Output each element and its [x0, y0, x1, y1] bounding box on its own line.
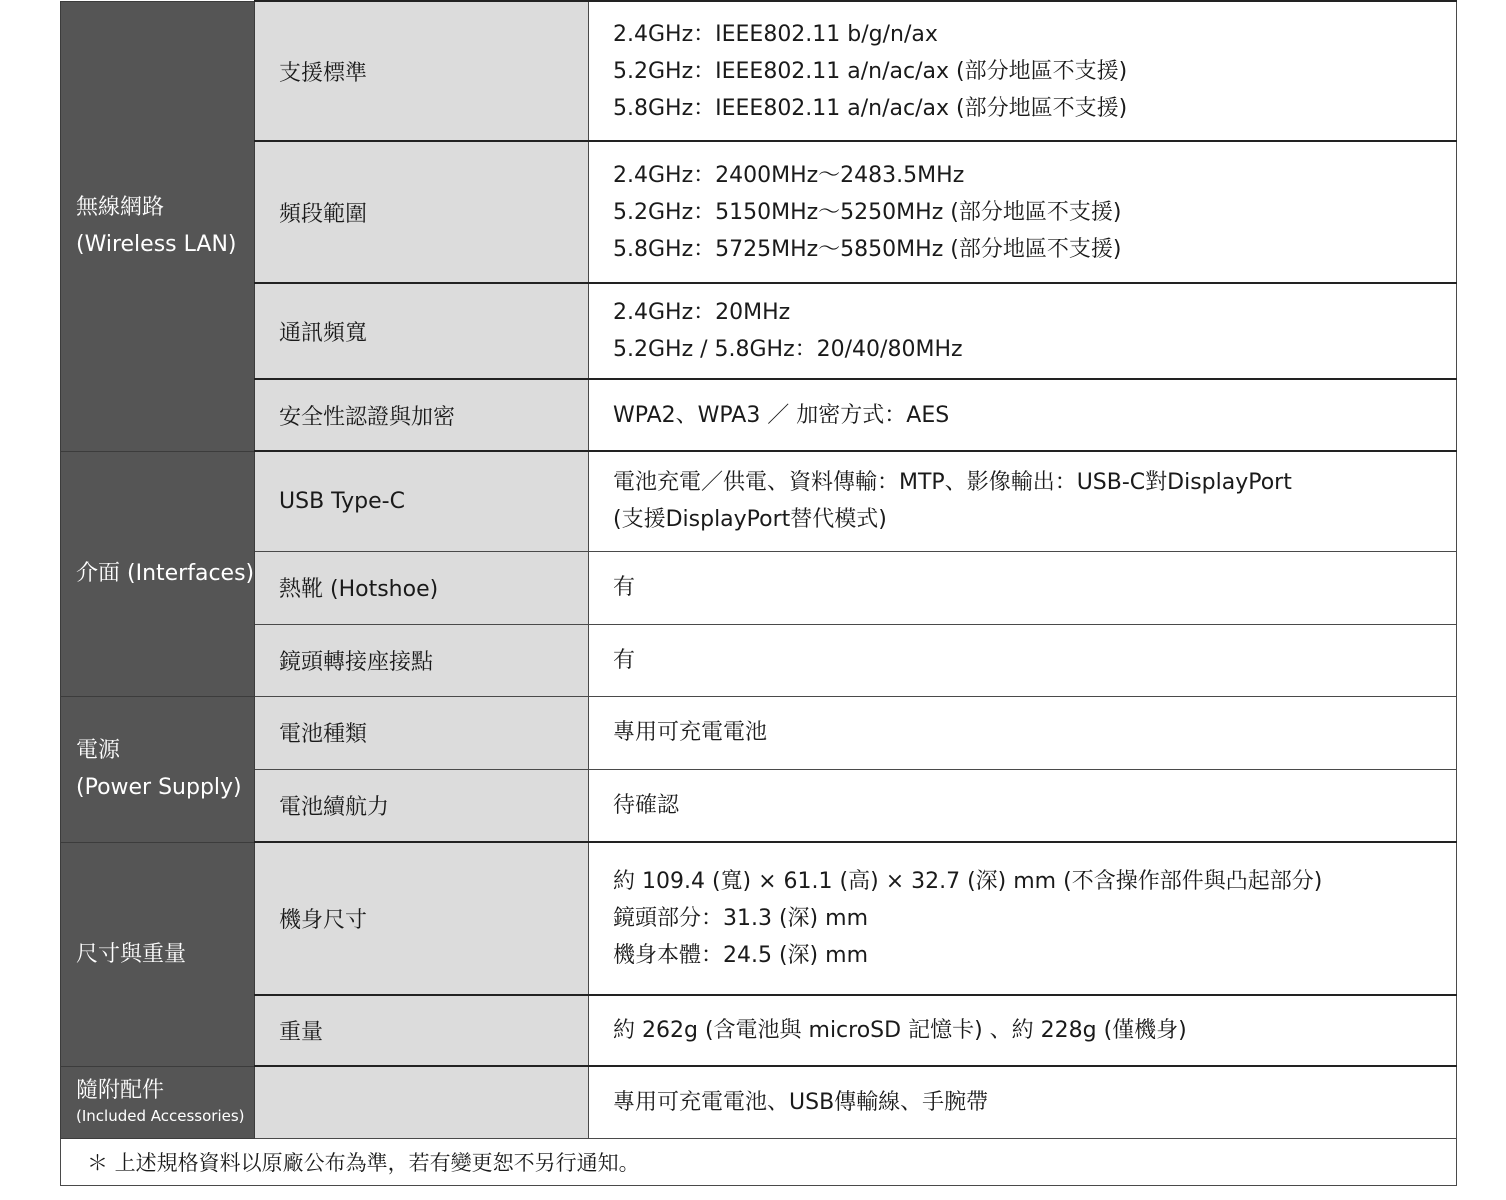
value-line: 5.2GHz：5150MHz～5250MHz (部分地區不支援)	[613, 199, 1122, 225]
group-label: 無線網路	[76, 195, 165, 220]
value-line: 5.2GHz / 5.8GHz：20/40/80MHz	[613, 337, 963, 362]
value-line: 2.4GHz：2400MHz～2483.5MHz	[613, 162, 965, 188]
group-sublabel: (Power Supply)	[76, 775, 242, 800]
spec-row-weight	[61, 995, 1457, 1066]
spec-row-band	[61, 141, 1457, 283]
spec-row-battery-life	[61, 769, 1457, 842]
spec-value	[589, 842, 1457, 995]
value-line: 5.8GHz：5725MHz～5850MHz (部分地區不支援)	[613, 236, 1122, 262]
spec-label: 重量	[255, 995, 589, 1066]
group-wireless	[61, 1, 255, 451]
spec-label: 頻段範圍	[255, 141, 589, 283]
spec-row-usb	[61, 451, 1457, 551]
group-interfaces	[61, 451, 255, 696]
value-line: 專用可充電電池、USB傳輸線、手腕帶	[613, 1089, 989, 1115]
spec-label: 安全性認證與加密	[255, 379, 589, 451]
value-line: 2.4GHz：20MHz	[613, 300, 791, 325]
spec-label	[255, 1066, 589, 1138]
group-power	[61, 696, 255, 842]
spec-row-security	[61, 379, 1457, 451]
value-line: 5.8GHz：IEEE802.11 a/n/ac/ax (部分地區不支援)	[613, 95, 1128, 121]
spec-value	[589, 1066, 1457, 1138]
spec-value	[589, 379, 1457, 451]
spec-label: 通訊頻寬	[255, 283, 589, 379]
value-line: (支援DisplayPort替代模式)	[613, 507, 887, 533]
spec-row-hotshoe	[61, 551, 1457, 624]
value-line: 電池充電／供電、資料傳輸：MTP、影像輸出：USB-C對DisplayPort	[613, 470, 1292, 496]
value-line: 2.4GHz：IEEE802.11 b/g/n/ax	[613, 21, 938, 47]
value-line: 有	[613, 575, 636, 600]
value-line: 約 109.4 (寬) × 61.1 (高) × 32.7 (深) mm (不含操作部件與凸起部分)	[613, 869, 1323, 894]
spec-value	[589, 995, 1457, 1066]
footnote: ＊ 上述規格資料以原廠公布為準，若有變更恕不另行通知。	[61, 1138, 1457, 1185]
group-sublabel: (Included Accessories)	[76, 1107, 245, 1125]
spec-value	[589, 769, 1457, 842]
value-line: 機身本體：24.5 (深) mm	[613, 943, 868, 968]
group-size	[61, 842, 255, 1066]
spec-value	[589, 283, 1457, 379]
spec-row-bandwidth	[61, 283, 1457, 379]
spec-value	[589, 551, 1457, 624]
group-label: 隨附配件	[76, 1078, 165, 1103]
spec-value	[589, 1, 1457, 141]
spec-label: 電池種類	[255, 696, 589, 769]
spec-value	[589, 141, 1457, 283]
spec-row-dimensions	[61, 842, 1457, 995]
spec-value	[589, 696, 1457, 769]
spec-row-battery-type	[61, 696, 1457, 769]
spec-label: 機身尺寸	[255, 842, 589, 995]
group-label: 電源	[76, 738, 121, 763]
group-label: 介面 (Interfaces)	[76, 561, 255, 586]
group-label: 尺寸與重量	[76, 941, 187, 967]
value-line: 5.2GHz：IEEE802.11 a/n/ac/ax (部分地區不支援)	[613, 58, 1128, 84]
spec-label: USB Type-C	[255, 451, 589, 551]
value-line: 專用可充電電池	[613, 720, 768, 745]
value-line: 約 262g (含電池與 microSD 記憶卡) 、約 228g (僅機身)	[613, 1018, 1187, 1043]
note-row	[61, 1138, 1457, 1185]
spec-label: 鏡頭轉接座接點	[255, 624, 589, 696]
spec-row-standard	[61, 1, 1457, 141]
spec-row-lens-contact	[61, 624, 1457, 696]
spec-label: 電池續航力	[255, 769, 589, 842]
spec-table	[60, 0, 1457, 1186]
spec-label: 支援標準	[255, 1, 589, 141]
group-accessories	[61, 1066, 255, 1138]
value-line: 鏡頭部分：31.3 (深) mm	[613, 906, 868, 931]
spec-row-accessories	[61, 1066, 1457, 1138]
spec-label: 熱靴 (Hotshoe)	[255, 551, 589, 624]
value-line: 有	[613, 647, 636, 673]
group-sublabel: (Wireless LAN)	[76, 232, 237, 257]
spec-value	[589, 624, 1457, 696]
value-line: WPA2、WPA3 ／ 加密方式：AES	[613, 402, 950, 428]
spec-value	[589, 451, 1457, 551]
value-line: 待確認	[613, 792, 680, 818]
